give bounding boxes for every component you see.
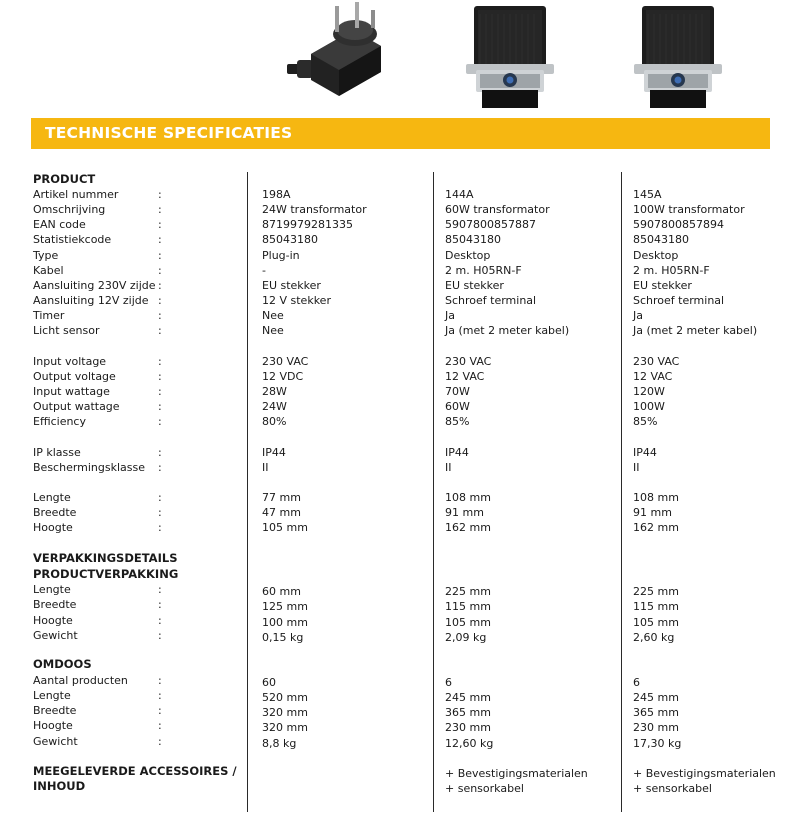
row-colon: :: [158, 355, 162, 368]
section-heading-product: PRODUCT: [33, 172, 96, 186]
row-value: 320 mm: [262, 721, 308, 734]
row-value: 6: [633, 676, 640, 689]
row-value: 365 mm: [633, 706, 679, 719]
row-colon: :: [158, 203, 162, 216]
column-divider: [433, 172, 434, 812]
row-label: Gewicht: [33, 629, 78, 642]
row-label: Hoogte: [33, 521, 73, 534]
row-value: 230 mm: [633, 721, 679, 734]
row-label: Lengte: [33, 689, 71, 702]
row-value: 225 mm: [445, 585, 491, 598]
row-value: 2 m. H05RN-F: [633, 264, 710, 277]
row-value: 6: [445, 676, 452, 689]
row-value: Schroef terminal: [445, 294, 537, 307]
row-colon: :: [158, 689, 162, 702]
row-value: 320 mm: [262, 706, 308, 719]
section-heading-productverpakking: PRODUCTVERPAKKING: [33, 567, 179, 581]
accessory-item: + sensorkabel: [445, 782, 524, 795]
page-title: TECHNISCHE SPECIFICATIES: [45, 124, 293, 142]
row-colon: :: [158, 735, 162, 748]
section-heading-accessoires: MEEGELEVERDE ACCESSOIRES /: [33, 764, 237, 778]
row-label: IP klasse: [33, 446, 81, 459]
row-value: II: [262, 461, 269, 474]
row-value: 105 mm: [633, 616, 679, 629]
row-colon: :: [158, 385, 162, 398]
row-value: 24W: [262, 400, 287, 413]
row-value: 125 mm: [262, 600, 308, 613]
accessory-item: + sensorkabel: [633, 782, 712, 795]
row-label: Omschrijving: [33, 203, 106, 216]
row-value: 80%: [262, 415, 287, 428]
transformer-144a-image: [466, 4, 554, 110]
row-value: 520 mm: [262, 691, 308, 704]
row-value: 17,30 kg: [633, 737, 682, 750]
accessory-item: + Bevestigingsmaterialen: [633, 767, 776, 780]
row-value: 60: [262, 676, 276, 689]
row-value: 100W transformator: [633, 203, 745, 216]
row-value: Ja: [445, 309, 455, 322]
row-label: Artikel nummer: [33, 188, 119, 201]
row-value: 105 mm: [262, 521, 308, 534]
row-value: 0,15 kg: [262, 631, 304, 644]
row-colon: :: [158, 294, 162, 307]
row-value: 77 mm: [262, 491, 301, 504]
row-colon: :: [158, 188, 162, 201]
row-value: IP44: [633, 446, 657, 459]
row-value: 365 mm: [445, 706, 491, 719]
row-value: Desktop: [445, 249, 491, 262]
row-label: Output wattage: [33, 400, 120, 413]
row-value: 230 mm: [445, 721, 491, 734]
row-label: Hoogte: [33, 719, 73, 732]
row-value: 47 mm: [262, 506, 301, 519]
row-value: Ja (met 2 meter kabel): [445, 324, 570, 337]
row-value: EU stekker: [445, 279, 504, 292]
row-value: Ja (met 2 meter kabel): [633, 324, 758, 337]
row-value: 230 VAC: [262, 355, 309, 368]
row-value: EU stekker: [262, 279, 321, 292]
row-label: Output voltage: [33, 370, 116, 383]
row-label: Kabel: [33, 264, 64, 277]
row-label: Efficiency: [33, 415, 86, 428]
row-value: 245 mm: [445, 691, 491, 704]
row-label: Licht sensor: [33, 324, 100, 337]
transformer-145a-image: [634, 4, 722, 110]
row-label: Statistiekcode: [33, 233, 112, 246]
row-value: 162 mm: [445, 521, 491, 534]
row-label: Gewicht: [33, 735, 78, 748]
section-heading-inhoud: INHOUD: [33, 779, 86, 793]
row-value: -: [262, 264, 266, 277]
row-value: 12,60 kg: [445, 737, 494, 750]
row-value: 85043180: [445, 233, 501, 246]
row-value: 12 VDC: [262, 370, 304, 383]
row-value: 70W: [445, 385, 470, 398]
row-colon: :: [158, 614, 162, 627]
row-colon: :: [158, 309, 162, 322]
row-value: 8719979281335: [262, 218, 353, 231]
row-colon: :: [158, 264, 162, 277]
row-value: 12 VAC: [445, 370, 485, 383]
row-value: 85043180: [262, 233, 318, 246]
row-label: EAN code: [33, 218, 86, 231]
row-colon: :: [158, 370, 162, 383]
row-colon: :: [158, 583, 162, 596]
row-value: Nee: [262, 324, 284, 337]
accessory-item: + Bevestigingsmaterialen: [445, 767, 588, 780]
row-value: IP44: [445, 446, 469, 459]
row-value: 105 mm: [445, 616, 491, 629]
row-value: 230 VAC: [445, 355, 492, 368]
row-label: Breedte: [33, 704, 77, 717]
row-colon: :: [158, 446, 162, 459]
row-value: 60W: [445, 400, 470, 413]
row-value: 12 VAC: [633, 370, 673, 383]
row-value: Plug-in: [262, 249, 300, 262]
row-value: 100 mm: [262, 616, 308, 629]
title-banner: [31, 118, 770, 149]
row-value: Nee: [262, 309, 284, 322]
row-value: 115 mm: [633, 600, 679, 613]
row-value: 60 mm: [262, 585, 301, 598]
row-value: 91 mm: [633, 506, 672, 519]
row-value: 245 mm: [633, 691, 679, 704]
row-value: II: [445, 461, 452, 474]
row-value: 225 mm: [633, 585, 679, 598]
row-value: 91 mm: [445, 506, 484, 519]
row-value: 145A: [633, 188, 662, 201]
row-colon: :: [158, 324, 162, 337]
row-value: 5907800857894: [633, 218, 724, 231]
column-divider: [247, 172, 248, 812]
row-label: Input voltage: [33, 355, 107, 368]
row-value: Ja: [633, 309, 643, 322]
row-colon: :: [158, 249, 162, 262]
row-label: Input wattage: [33, 385, 110, 398]
row-value: 2 m. H05RN-F: [445, 264, 522, 277]
row-value: 5907800857887: [445, 218, 536, 231]
row-colon: :: [158, 218, 162, 231]
row-label: Aansluiting 12V zijde: [33, 294, 149, 307]
row-value: 85043180: [633, 233, 689, 246]
row-colon: :: [158, 233, 162, 246]
row-colon: :: [158, 415, 162, 428]
row-value: 162 mm: [633, 521, 679, 534]
row-value: EU stekker: [633, 279, 692, 292]
row-label: Type: [33, 249, 59, 262]
row-value: 24W transformator: [262, 203, 367, 216]
row-label: Hoogte: [33, 614, 73, 627]
row-value: 28W: [262, 385, 287, 398]
row-value: 198A: [262, 188, 291, 201]
row-value: 108 mm: [445, 491, 491, 504]
plug-in-adapter-image: [283, 2, 393, 100]
section-heading-verpakkingsdetails: VERPAKKINGSDETAILS: [33, 551, 178, 565]
row-colon: :: [158, 674, 162, 687]
row-value: 85%: [633, 415, 658, 428]
row-label: Timer: [33, 309, 65, 322]
row-label: Beschermingsklasse: [33, 461, 146, 474]
row-colon: :: [158, 506, 162, 519]
section-heading-omdoos: OMDOOS: [33, 657, 92, 671]
row-value: 2,09 kg: [445, 631, 487, 644]
row-value: 2,60 kg: [633, 631, 675, 644]
row-colon: :: [158, 400, 162, 413]
row-colon: :: [158, 719, 162, 732]
row-value: 60W transformator: [445, 203, 550, 216]
row-value: 144A: [445, 188, 474, 201]
row-value: 85%: [445, 415, 470, 428]
row-label: Aansluiting 230V zijde: [33, 279, 156, 292]
row-colon: :: [158, 461, 162, 474]
row-label: Breedte: [33, 598, 77, 611]
row-label: Aantal producten: [33, 674, 128, 687]
row-value: Desktop: [633, 249, 679, 262]
row-colon: :: [158, 598, 162, 611]
row-colon: :: [158, 704, 162, 717]
row-value: 108 mm: [633, 491, 679, 504]
row-value: 8,8 kg: [262, 737, 297, 750]
row-value: Schroef terminal: [633, 294, 725, 307]
row-label: Lengte: [33, 583, 71, 596]
row-value: 115 mm: [445, 600, 491, 613]
row-value: 12 V stekker: [262, 294, 331, 307]
row-label: Breedte: [33, 506, 77, 519]
row-colon: :: [158, 521, 162, 534]
row-colon: :: [158, 629, 162, 642]
row-value: 230 VAC: [633, 355, 680, 368]
row-value: IP44: [262, 446, 286, 459]
column-divider: [621, 172, 622, 812]
row-value: 100W: [633, 400, 665, 413]
row-colon: :: [158, 491, 162, 504]
row-value: II: [633, 461, 640, 474]
row-value: 120W: [633, 385, 665, 398]
row-colon: :: [158, 279, 162, 292]
row-label: Lengte: [33, 491, 71, 504]
